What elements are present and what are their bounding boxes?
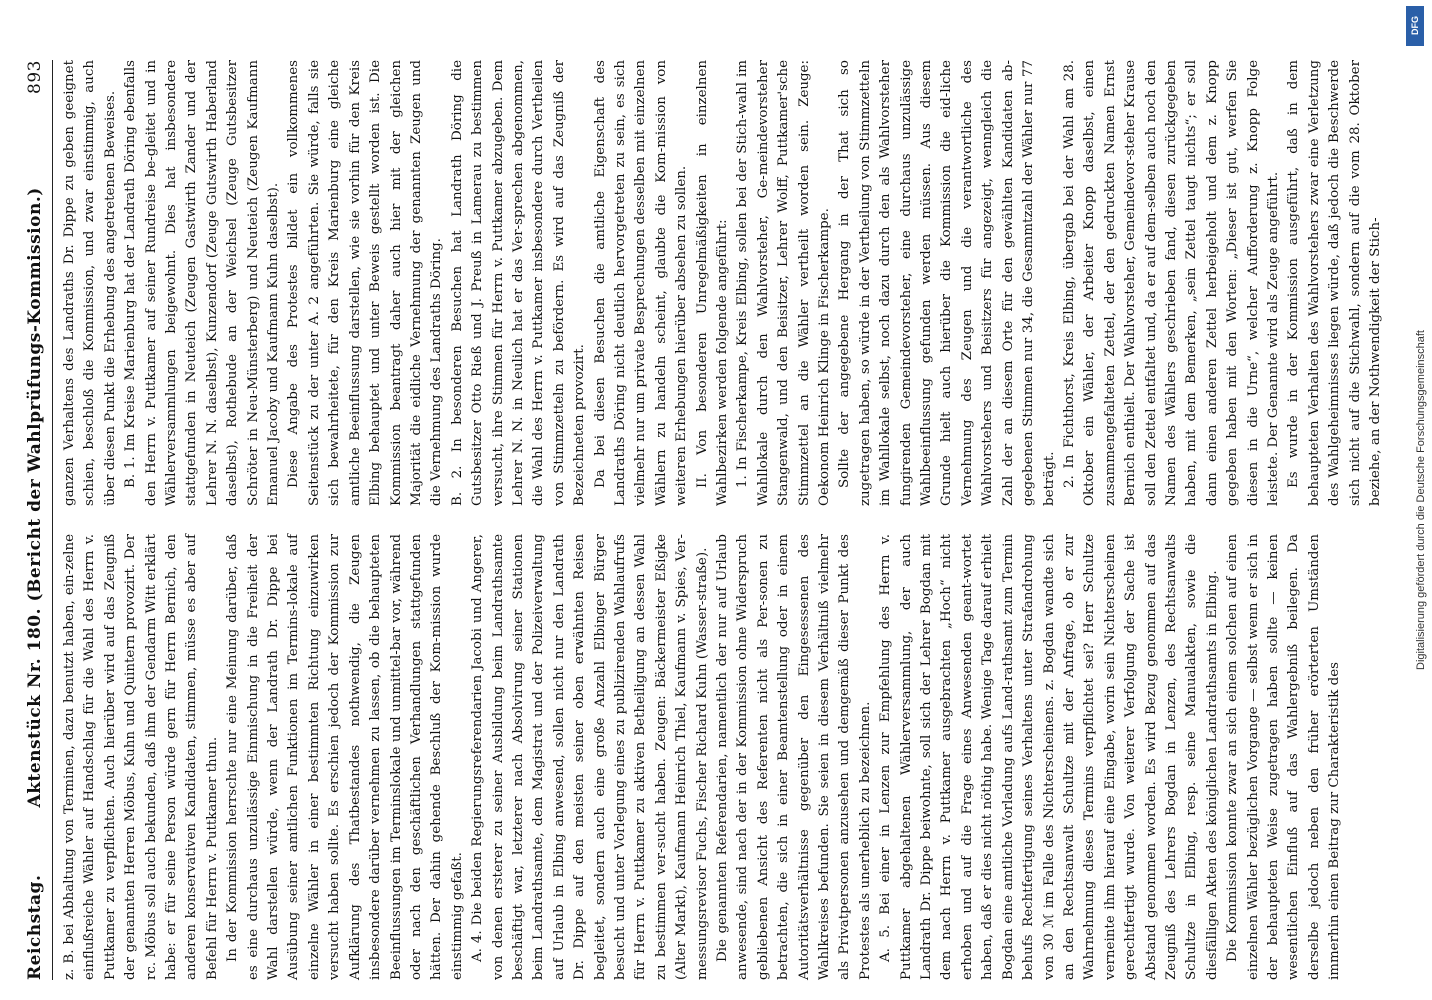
column-left — [60, 534, 1406, 980]
page-number: 893 — [25, 60, 45, 94]
paragraph: A. 4. Die beiden Regierungsreferendarien Jacobi und Angerer, von denen ersterer zu seiner Ausbildung beim Landrathsamte beschäftigt war, letzterer nach Absolvirung seiner Stationen beim Landrathsamte, dem Magistrat und der Polizeiverwaltung auf Urlaub in Elbing anwesend, sollen nicht nur den Landrath Dr. Dippe auf den meisten seiner oben erwähnten Reisen begleitet, sondern auch eine große Anzahl Elbinger Bürger besucht und unter Vorlegung eines zu publizirenden Wahlaufrufs für Herrn v. Puttkamer zu aktiven Betheiligung an dessen Wahl zu bestimmen ver-sucht haben. Zeugen: Bäckermeister Eßigke (Alter Markt), Kaufmann Heinrich Thiel, Kaufmann v. Spies, Ver-messungsrevisor Fuchs, Fischer Richard Kuhn (Wasser-straße). — [470, 534, 710, 980]
running-header — [20, 60, 50, 980]
paragraph: Die genannten Referendarien, namentlich der nur auf Urlaub anwesende, sind nach der in der Kommission ohne Widerspruch gebliebenen Ansicht des Referenten nicht als Per-sonen zu betrachten, die sich in einer Beamtenstellung oder in einem Autoritätsverhältnisse gegenüber den Eingesessenen des Wahlkreises befunden. Sie seien in diesem Verhältniß vielmehr als Privatpersonen anzusehen und demgemäß dieser Punkt des Protestes als unerheblich zu bezeichnen. — [715, 534, 873, 980]
digitization-note: Digitalisierung gefördert durch die Deutsche Forschungsgemeinschaft — [1415, 330, 1427, 670]
paragraph: Diese Angabe des Protestes bildet ein vollkommenes Seitenstück zu der unter A. 2 angeführten. Sie würde, falls sie sich bewahrheitete, für den Kreis Marienburg eine gleiche amtliche Beeinflussung darstellen, wie sie vorhin für den Kreis Elbing behauptet und unter Beweis gestellt worden ist. Die Kommission beantragt daher auch hier mit der gleichen Majorität die eidliche Vernehmung der genannten Zeugen und die Vernehmung des Landraths Döring. — [286, 60, 445, 506]
paragraph: z. B. bei Abhaltung von Terminen, dazu benutzt haben, ein-zelne einflußreiche Wähler auf Handschlag für die Wahl des Herrn v. Puttkamer zu verpflichten. Auch hierüber wird auf das Zeugniß der genannten Herren Möbus, Kuhn und Quintern provozirt. Der rc. Möbus soll auch bekunden, daß ihm der Gendarm Witt erklärt habe: er für seine Person würde gern für Herrn Bernich, den anderen konservativen Kandidaten, stimmen, müsse es aber auf Befehl für Herrn v. Puttkamer thun. — [62, 534, 220, 980]
paragraph: A. 5. Bei einer in Lenzen zur Empfehlung des Herrn v. Puttkamer abgehaltenen Wählerversammlung, der auch Landrath Dr. Dippe beiwohnte, soll sich der Lehrer Bogdan mit dem nach Herrn v. Puttkamer ausgebrachten „Hoch“ nicht erhoben und auf die Frage eines Anwesenden geant-wortet haben, daß er dies nicht nöthig habe. Wenige Tage darauf erhielt Bogdan eine amtliche Vorladung aufs Land-rathsamt zum Termin behufs Rechtfertigung seines Verhaltens unter Strafandrohung von 30 ℳ im Falle des Nichterscheinens. z. Bogdan wandte sich an den Rechtsanwalt Schultze mit der Anfrage, ob er zur Wahrnehmung dieses Termins verpflichtet sei? Herr Schultze verneinte ihm hierauf eine Eingabe, worin sein Nichterscheinen gerechtfertigt wurde. Von weiterer Verfolgung der Sache ist Abstand genommen worden. Es wird Bezug genommen auf das Zeugniß des Lehrers Bogdan in Lenzen, des Rechtsanwalts Schultze in Elbing, resp. seine Manualakten, sowie die diesfälligen Akten des königlichen Landrathsamts in Elbing. — [878, 534, 1220, 980]
paragraph: Die Kommission konnte zwar an sich einem solchen auf einen einzelnen Wähler bezüglichen Vorgange — selbst wenn er sich in der behaupteten Weise zugetragen haben sollte — keinen wesentlichen Einfluß auf das Wahlergebniß beilegen. Da derselbe jedoch neben den früher erörterten Umständen immerhin einen Beitrag zur Charakteristik des — [1225, 534, 1343, 980]
dfg-logo: DFG — [1406, 6, 1424, 46]
paragraph: B. 1. Im Kreise Marienburg hat der Landrath Döring ebenfalls den Herrn v. Puttkamer auf seiner Rundreise be-gleitet und in Wählerversammlungen beigewohnt. Dies hat insbesondere stattgefunden in Neuteich (Zeugen Gastwirth Zander und der Lehrer N. N. daselbst), Kunzendorf (Zeuge Gutswirth Haberland daselbst), Rothebude an der Weichsel (Zeuge Gutsbesitzer Schröter in Neu-Münsterberg) und Neuteich (Zeugen Kaufmann Emanuel Jacoby und Kaufmann Kuhn daselbst). — [123, 60, 282, 506]
text-columns — [60, 60, 1406, 980]
column-right — [60, 60, 1406, 506]
header-left: Reichstag. — [25, 874, 45, 980]
paragraph: Es wurde in der Kommission ausgeführt, daß in dem behaupteten Verhalten des Wahlvorstehers zwar eine Verletzung des Wahlgeheimnisses liegen würde, daß jedoch die Beschwerde sich nicht auf die Stichwahl, sondern auf die vom 28. Oktober beziehe, an der Nothwendigkeit der Stich- — [1286, 60, 1383, 506]
rotated-document-page — [16, 40, 1416, 1000]
paragraph: 1. In Fischerkampe, Kreis Elbing, sollen bei der Stich-wahl im Wahllokale durch den Wahlvorsteher, Ge-meindevorsteher Stangenwald, und den Beisitzer, Lehrer Wolff, Puttkamer'sche Stimmzettel an die Wähler vertheilt worden sein. Zeuge: Oekonom Heinrich Klinge in Fischerkampe. — [735, 60, 833, 506]
paragraph: Da bei diesen Besuchen die amtliche Eigenschaft des Landraths Döring nicht deutlich hervorgetreten zu sein, es sich vielmehr nur um private Besprechungen desselben mit einzelnen Wählern zu handeln scheint, glaubte die Kom-mission von weiteren Erhebungen hierüber absehen zu sollen. — [592, 60, 690, 506]
paragraph: B. 2. In besonderen Besuchen hat Landrath Döring die Gutsbesitzer Otto Rieß und J. Preuß in Lamerau zu bestimmen versucht, ihre Stimmen für Herrn v. Puttkamer abzugeben. Dem Lehrer N. N. in Neulich hat er das Ver-sprechen abgenommen, die Wahl des Herrn v. Puttkamer insbesondere durch Vertheilen von Stimmzetteln zu befördern. Es wird auf das Zeugniß der Bezeichneten provozirt. — [449, 60, 588, 506]
paragraph: II. Von besonderen Unregelmäßigkeiten in einzelnen Wahlbezirken werden folgende angeführt: — [694, 60, 730, 506]
header-rule — [52, 60, 53, 980]
paragraph: In der Kommission herrschte nur eine Meinung darüber, daß es eine durchaus unzulässige Einmischung in die Freiheit der Wahl darstellen würde, wenn der Landrath Dr. Dippe bei Ausübung seiner amtlichen Funktionen im Termins-lokale auf einzelne Wähler in einer bestimmten Richtung einzuwirken versucht haben sollte. Es erschien jedoch der Kommission zur Aufklärung des Thatbestandes nothwendig, die Zeugen insbesondere darüber vernehmen zu lassen, ob die behaupteten Beeinflussungen im Terminslokale und unmittel-bar vor, während oder nach den geschäftlichen Verhandlungen stattgefunden hätten. Der dahin gehende Beschluß der Kom-mission wurde einstimmig gefaßt. — [225, 534, 465, 980]
paragraph: 2. In Fichthorst, Kreis Elbing, übergab bei der Wahl am 28. Oktober ein Wähler, der Arbeiter Knopp daselbst, einen zusammengefalteten Zettel, der den gedruckten Namen Ernst Bernich enthielt. Der Wahlvorsteher, Gemeindevor-steher Krause soll den Zettel entfaltet und, da er auf dem-selben auch noch den Namen des Wählers geschrieben fand, diesen zurückgegeben haben, mit dem Bemerken, „sein Zettel taugt nichts“; er soll dann einen anderen Zettel herbeigeholt und dem z. Knopp gegeben haben mit den Worten: „Dieser ist gut, werfen Sie diesen in die Urne“, welcher Aufforderung z. Knopp Folge leistete. Der Genannte wird als Zeuge angeführt. — [1061, 60, 1281, 506]
paragraph: Sollte der angegebene Hergang in der That sich so zugetragen haben, so würde in der Vertheilung von Stimmzetteln im Wahllokale selbst, noch dazu durch den als Wahlvorsteher fungirenden Gemeindevorsteher, eine durchaus unzulässige Wahlbeeinflussung gefunden werden müssen. Aus diesem Grunde hielt auch hierüber die Kommission die eid-liche Vernehmung des Zeugen und die verantwortliche des Wahlvorstehers und Beisitzers für angezeigt, wenngleich die Zahl der an diesem Orte für den gewählten Kandidaten ab-gegebenen Stimmen nur 34, die Gesammtzahl der Wähler nur 77 beträgt. — [837, 60, 1057, 506]
paragraph: ganzen Verhaltens des Landraths Dr. Dippe zu geben geeignet schien, beschloß die Kommission, und zwar einstimmig, auch über diesen Punkt die Erhebung des angetretenen Beweises. — [62, 60, 118, 506]
header-title: Aktenstück Nr. 180. (Bericht der Wahlprüfungs-Kommission.) — [25, 187, 45, 808]
digitization-sidebar — [1404, 0, 1430, 1000]
